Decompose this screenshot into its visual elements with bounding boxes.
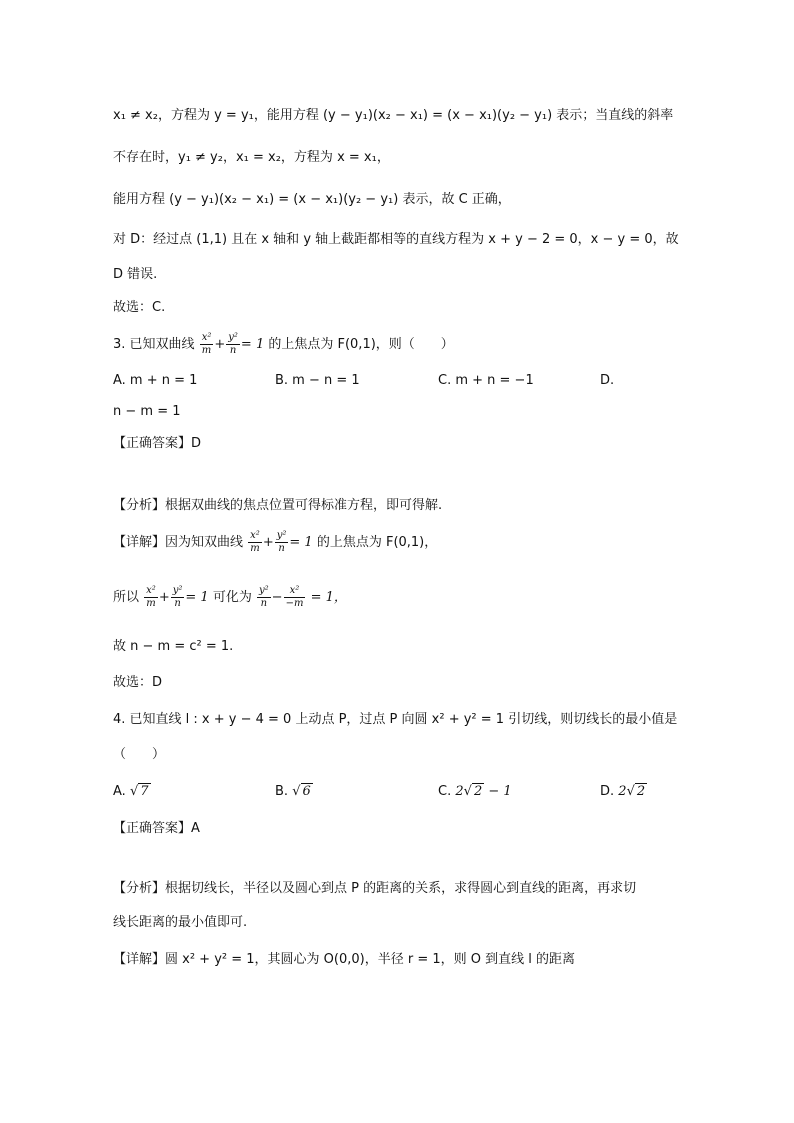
option-c: C. 2√ 2 − 1	[438, 784, 512, 799]
text-line: 故选：C.	[113, 300, 166, 315]
option-d-value: n − m = 1	[113, 404, 181, 419]
text-line: 能用方程 (y − y₁)(x₂ − x₁) = (x − x₁)(y₂ − y₁) 表示，故 C 正确，	[113, 192, 511, 207]
option-c: C. m + n = −1	[438, 373, 534, 388]
sqrt: √ 6	[292, 784, 311, 799]
option-b: B. √ 6	[275, 784, 311, 799]
question-text: 的上焦点为 F(0,1)，则（ ）	[268, 337, 454, 352]
option-a: A. √ 7	[113, 784, 149, 799]
fraction: $\frac{\text{x²}}{m}$	[146, 585, 156, 609]
text-line: x₁ ≠ x₂，方程为 y = y₁，能用方程 (y − y₁)(x₂ − x₁) = (x − x₁)(y₂ − y₁) 表示；当直线的斜率	[113, 108, 674, 123]
question-4-paren: （ ）	[113, 747, 166, 762]
option-a: A. m + n = 1	[113, 373, 198, 388]
fraction: $\frac{\text{y²}}{n}$	[258, 585, 269, 609]
analysis-4: 【分析】根据切线长，半径以及圆心到点 P 的距离的关系，求得圆心到直线的距离，再求切	[113, 881, 637, 896]
option-d: D. 2√ 2	[600, 784, 646, 799]
detail-3-result: 故 n − m = c² = 1.	[113, 639, 234, 654]
text-line: D 错误.	[113, 267, 158, 282]
sqrt: 2√ 2	[455, 784, 483, 799]
analysis-4-cont: 线长距离的最小值即可.	[113, 915, 248, 930]
text-line: 对 D：经过点 (1,1) 且在 x 轴和 y 轴上截距都相等的直线方程为 x + y − 2 = 0，x − y = 0，故	[113, 232, 679, 247]
fraction: $\frac{\text{y²}}{n}$	[276, 530, 287, 554]
analysis-3: 【分析】根据双曲线的焦点位置可得标准方程，即可得解.	[113, 498, 443, 513]
fraction: $\frac{\text{y²}}{n}$	[228, 332, 238, 356]
sqrt: 2√ 2	[618, 784, 646, 799]
fraction: $\frac{\text{x²}}{m}$	[201, 332, 212, 356]
fraction: $\frac{\text{x²}}{m}$	[250, 530, 260, 554]
answer-3: 【正确答案】D	[113, 436, 202, 451]
choose-3: 故选：D	[113, 675, 163, 690]
question-text: 3. 已知双曲线	[113, 337, 195, 352]
option-b: B. m − n = 1	[275, 373, 360, 388]
detail-4: 【详解】圆 x² + y² = 1，其圆心为 O(0,0)，半径 r = 1，则 O 到直线 l 的距离	[113, 952, 575, 967]
text-line: 不存在时，y₁ ≠ y₂，x₁ = x₂，方程为 x = x₁，	[113, 150, 390, 165]
question-3: 3. 已知双曲线 $\frac{\text{x²}}{m}$ + $\frac{\text{y²}}{n}$ = 1 的上焦点为 F(0,1)，则（ ）	[113, 332, 454, 356]
fraction: $\frac{\text{x²}}{-m}$	[285, 585, 304, 609]
option-d: D.	[600, 373, 615, 388]
detail-3-step: 所以 $\frac{\text{x²}}{m}$ + $\frac{\text{y²}}{n}$ = 1 可化为 $\frac{\text{y²}}{n}$ − $\frac{\text{x²}}{-m}$ = 1，	[113, 585, 347, 609]
fraction: $\frac{\text{y²}}{n}$	[172, 585, 183, 609]
sqrt: √ 7	[129, 784, 149, 799]
answer-4: 【正确答案】A	[113, 821, 200, 836]
detail-3: 【详解】因为知双曲线 $\frac{\text{x²}}{m}$ + $\frac{\text{y²}}{n}$ = 1 的上焦点为 F(0,1)，	[113, 530, 438, 554]
question-4: 4. 已知直线 l : x + y − 4 = 0 上动点 P，过点 P 向圆 x² + y² = 1 引切线，则切线长的最小值是	[113, 712, 678, 727]
